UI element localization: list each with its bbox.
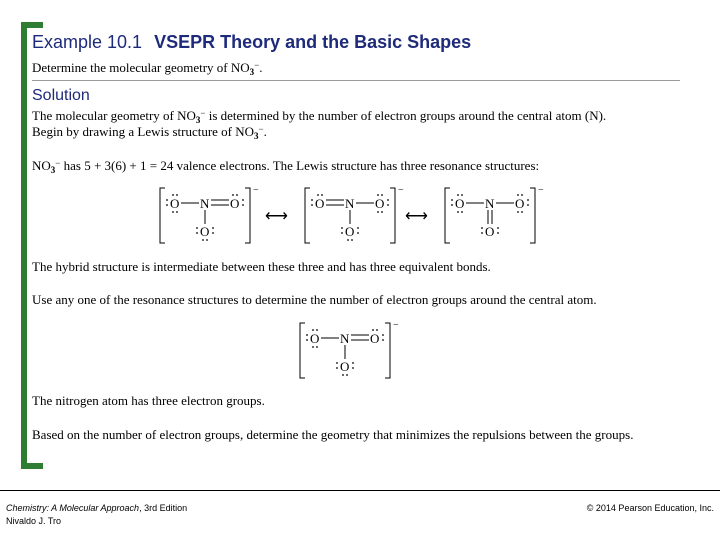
oxygen-label: O xyxy=(345,224,355,239)
divider xyxy=(32,80,680,81)
charge-label: − xyxy=(538,185,544,196)
superscript: − xyxy=(258,124,264,134)
solution-heading: Solution xyxy=(32,87,90,104)
footer-copyright: © 2014 Pearson Education, Inc. xyxy=(586,503,714,513)
footer-book xyxy=(6,503,187,513)
subscript: 3 xyxy=(50,165,56,175)
superscript: − xyxy=(254,60,260,70)
para2 xyxy=(32,158,539,174)
para4: Use any one of the resonance structures to determine the number of electron groups around the central atom. xyxy=(32,292,597,307)
superscript: − xyxy=(200,108,206,118)
resonance-arrow: ⟷ xyxy=(265,208,288,225)
text: has 5 + 3(6) + 1 = 24 valence electrons. The Lewis structure has three resonance structures: xyxy=(60,158,540,173)
text: is determined by the number of electron groups around the central atom (N). xyxy=(205,108,607,123)
example-number: Example 10.1 xyxy=(32,32,143,52)
text: Begin by drawing a Lewis structure of NO xyxy=(32,124,255,139)
example-title: VSEPR Theory and the Basic Shapes xyxy=(154,32,472,52)
charge-label: − xyxy=(393,320,399,331)
charge-label: − xyxy=(398,185,404,196)
nitrogen-label: N xyxy=(340,331,350,346)
charge-label: − xyxy=(253,185,259,196)
oxygen-label: O xyxy=(455,196,465,211)
nitrogen-label: N xyxy=(345,196,355,211)
problem-end: . xyxy=(259,60,263,75)
text: NO xyxy=(32,158,51,173)
oxygen-label: O xyxy=(375,196,385,211)
lewis-structure-2 xyxy=(305,185,404,243)
text: . xyxy=(263,124,267,139)
para5: The nitrogen atom has three electron groups. xyxy=(32,393,265,408)
book-title: Chemistry: A Molecular Approach xyxy=(6,503,140,513)
oxygen-label: O xyxy=(485,224,495,239)
subscript: 3 xyxy=(249,67,255,77)
slide-title xyxy=(32,32,471,53)
nitrogen-label: N xyxy=(200,196,210,211)
footer-divider xyxy=(0,490,720,491)
para3: The hybrid structure is intermediate between these three and has three equivalent bonds. xyxy=(32,259,491,274)
lewis-structure-1 xyxy=(160,185,259,243)
footer-author: Nivaldo J. Tro xyxy=(6,516,62,526)
oxygen-label: O xyxy=(170,196,180,211)
para6: Based on the number of electron groups, determine the geometry that minimizes the repulsions between the groups. xyxy=(32,427,634,442)
problem-statement xyxy=(32,60,263,76)
oxygen-label: O xyxy=(515,196,525,211)
para1-line2 xyxy=(32,124,267,140)
problem-text: Determine the molecular geometry of NO xyxy=(32,60,250,75)
lewis-structure-3 xyxy=(445,185,544,243)
oxygen-label: O xyxy=(310,331,320,346)
oxygen-label: O xyxy=(370,331,380,346)
oxygen-label: O xyxy=(230,196,240,211)
subscript: 3 xyxy=(254,131,259,141)
subscript: 3 xyxy=(195,115,201,125)
superscript: − xyxy=(55,158,61,168)
edition: , 3rd Edition xyxy=(139,503,188,513)
lewis-structure-single xyxy=(295,318,405,383)
oxygen-label: O xyxy=(315,196,325,211)
nitrogen-label: N xyxy=(485,196,495,211)
resonance-arrow: ⟷ xyxy=(405,208,428,225)
oxygen-label: O xyxy=(200,224,210,239)
para1-line1 xyxy=(32,108,606,124)
oxygen-label: O xyxy=(340,359,350,374)
text: The molecular geometry of NO xyxy=(32,108,196,123)
resonance-structures xyxy=(155,183,555,248)
